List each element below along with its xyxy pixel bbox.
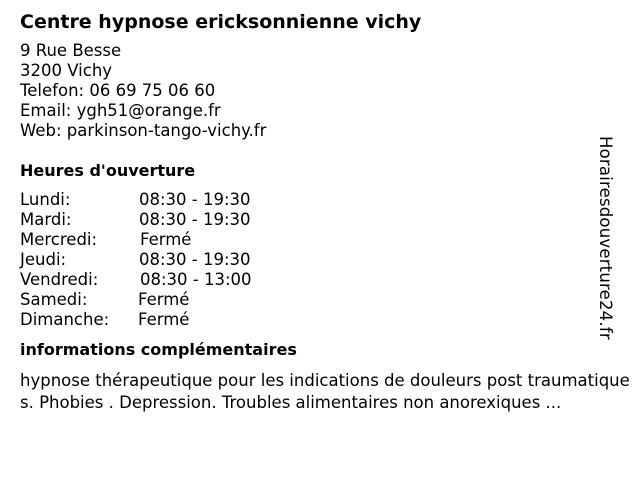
- info-description: hypnose thérapeutique pour les indications de douleurs post traumatiques. Phobies . Depression. Troubles alimentaires non anorexiques ...: [20, 371, 630, 412]
- hours-heading: Heures d'ouverture: [20, 161, 196, 180]
- info-heading: informations complémentaires: [20, 340, 297, 359]
- hours-row-samedi: [20, 290, 610, 310]
- day-label: Mercredi:: [20, 230, 98, 249]
- day-label: Jeudi:: [20, 250, 67, 269]
- web-line: Web: parkinson-tango-vichy.fr: [20, 121, 267, 140]
- email-line: Email: ygh51@orange.fr: [20, 101, 221, 120]
- business-card: [20, 10, 630, 414]
- day-label: Lundi:: [20, 190, 71, 209]
- business-name: Centre hypnose ericksonnienne vichy: [20, 11, 422, 33]
- hours-table: [20, 190, 610, 330]
- hours-row-dimanche: [20, 310, 610, 330]
- day-hours: Fermé: [138, 310, 190, 329]
- day-hours: 08:30 - 19:30: [139, 190, 251, 209]
- hours-row-mardi: [20, 210, 610, 230]
- address-block: [20, 41, 610, 141]
- phone-line: Telefon: 06 69 75 06 60: [20, 81, 216, 100]
- watermark-text: Horairesdouverture24.fr: [596, 136, 615, 340]
- day-label: Mardi:: [20, 210, 72, 229]
- day-hours: 08:30 - 19:30: [139, 210, 251, 229]
- day-label: Samedi:: [20, 290, 88, 309]
- hours-row-jeudi: [20, 250, 610, 270]
- hours-row-lundi: [20, 190, 610, 210]
- day-hours: Fermé: [140, 230, 192, 249]
- day-label: Vendredi:: [20, 270, 99, 289]
- street-address: 9 Rue Besse: [20, 41, 122, 60]
- day-hours: 08:30 - 19:30: [139, 250, 251, 269]
- day-label: Dimanche:: [20, 310, 110, 329]
- day-hours: Fermé: [138, 290, 190, 309]
- hours-row-vendredi: [20, 270, 610, 290]
- postal-city: 3200 Vichy: [20, 61, 113, 80]
- hours-row-mercredi: [20, 230, 610, 250]
- day-hours: 08:30 - 13:00: [140, 270, 252, 289]
